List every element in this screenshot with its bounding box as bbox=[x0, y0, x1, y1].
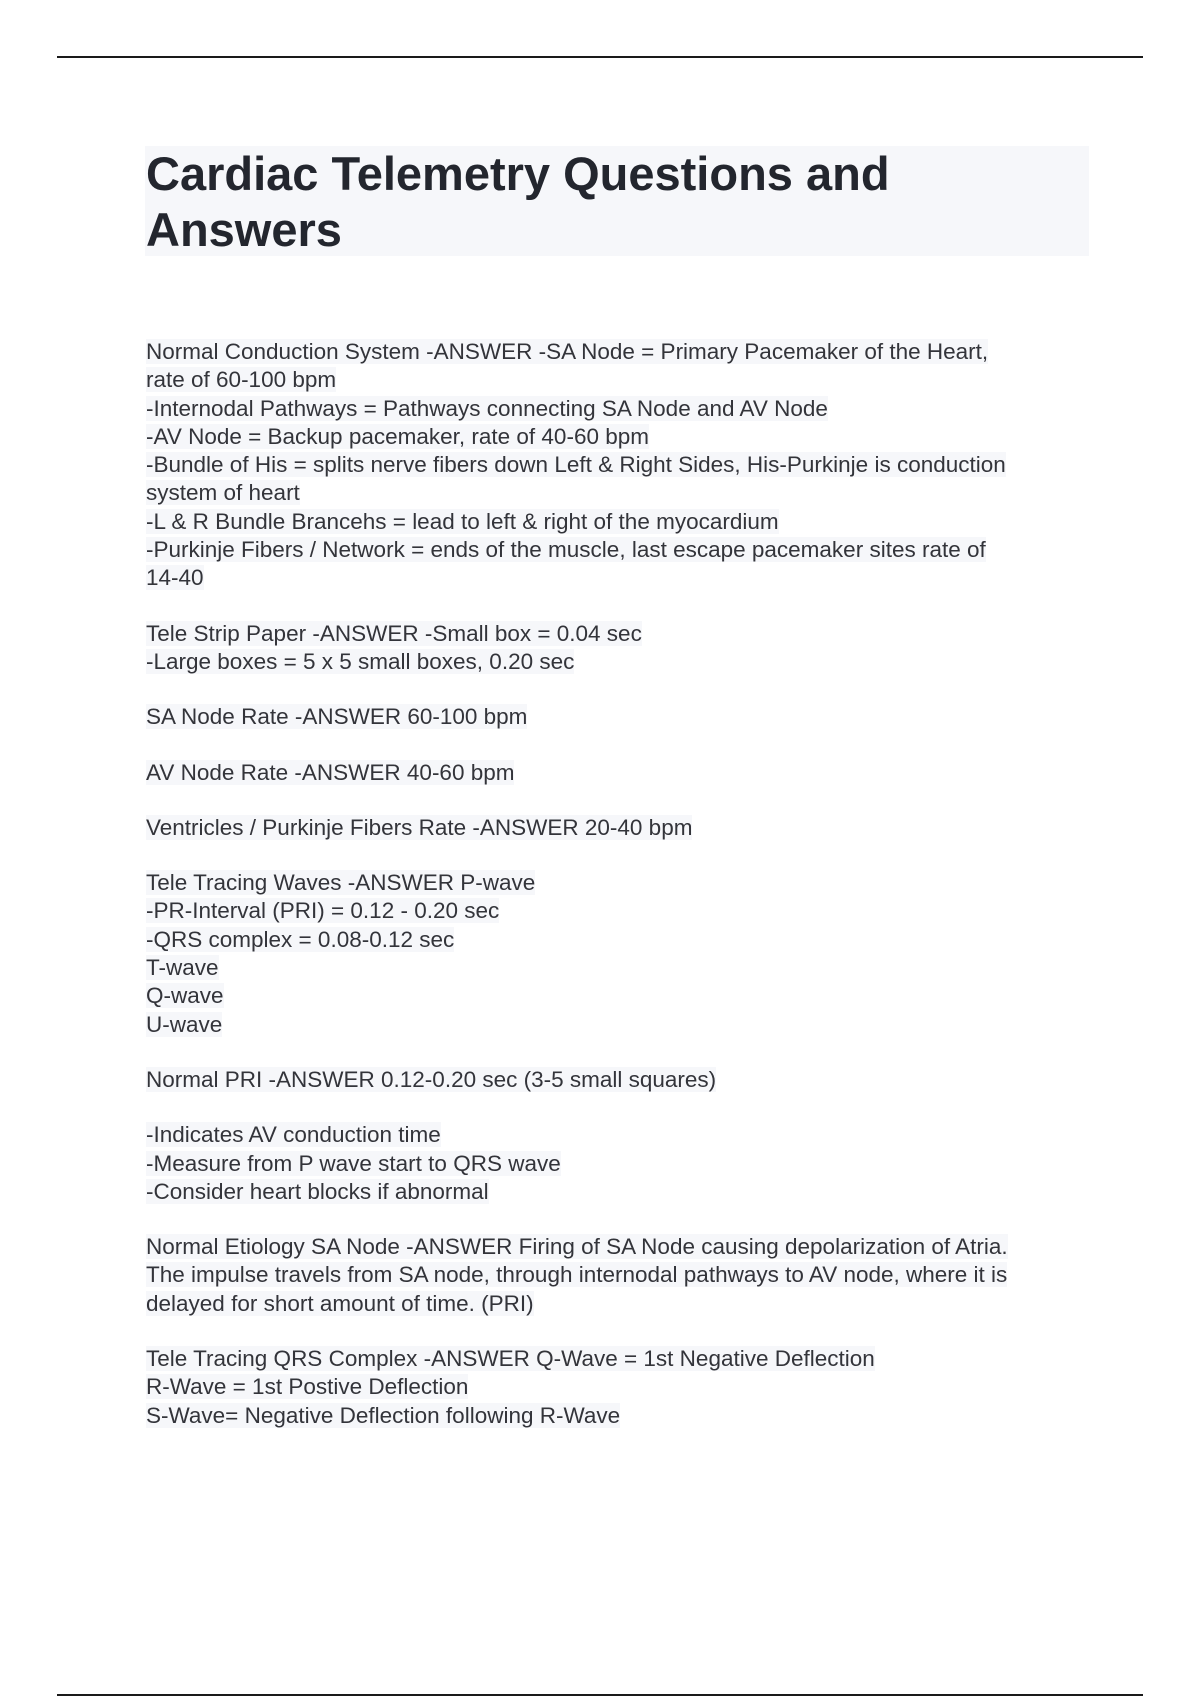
qa-line-text: AV Node Rate -ANSWER 40-60 bpm bbox=[146, 759, 515, 785]
qa-line-text: -Internodal Pathways = Pathways connecting SA Node and AV Node bbox=[146, 395, 828, 421]
document-title: Cardiac Telemetry Questions and Answers bbox=[146, 147, 890, 256]
qa-line bbox=[146, 926, 1090, 954]
bottom-rule bbox=[57, 1694, 1143, 1696]
qa-line-text: delayed for short amount of time. (PRI) bbox=[146, 1290, 534, 1316]
qa-line bbox=[146, 1011, 1090, 1039]
qa-line bbox=[146, 338, 1090, 366]
qa-line-text: Normal Conduction System -ANSWER -SA Node = Primary Pacemaker of the Heart, bbox=[146, 339, 989, 364]
qa-line-text: 14-40 bbox=[146, 565, 204, 591]
qa-line bbox=[146, 1402, 1090, 1430]
qa-line bbox=[146, 1345, 1090, 1373]
qa-line-text: S-Wave= Negative Deflection following R-Wave bbox=[146, 1402, 621, 1428]
qa-entry bbox=[146, 1121, 1090, 1206]
qa-line-text: -PR-Interval (PRI) = 0.12 - 0.20 sec bbox=[146, 898, 500, 924]
qa-line-text: -Large boxes = 5 x 5 small boxes, 0.20 sec bbox=[146, 648, 575, 674]
qa-line-text: Tele Strip Paper -ANSWER -Small box = 0.04 sec bbox=[146, 620, 642, 646]
qa-line bbox=[146, 536, 1090, 564]
qa-entry bbox=[146, 1066, 1090, 1094]
qa-line-text: Normal PRI -ANSWER 0.12-0.20 sec (3-5 small squares) bbox=[146, 1066, 717, 1092]
qa-line-text: Q-wave bbox=[146, 983, 224, 1009]
qa-line bbox=[146, 648, 1090, 676]
qa-line-text: T-wave bbox=[146, 955, 219, 981]
qa-line-text: -Measure from P wave start to QRS wave bbox=[146, 1150, 561, 1176]
top-rule bbox=[57, 56, 1143, 58]
qa-line bbox=[146, 982, 1090, 1010]
qa-line bbox=[146, 759, 1090, 787]
qa-entry bbox=[146, 1345, 1090, 1430]
qa-line-text: -Bundle of His = splits nerve fibers down Left & Right Sides, His-Purkinje is conduction bbox=[146, 452, 1006, 478]
qa-line-text: SA Node Rate -ANSWER 60-100 bpm bbox=[146, 704, 528, 730]
qa-line bbox=[146, 1261, 1090, 1289]
qa-line-text: The impulse travels from SA node, through internodal pathways to AV node, where it is bbox=[146, 1262, 1008, 1288]
qa-line bbox=[146, 814, 1090, 842]
qa-line bbox=[146, 1150, 1090, 1178]
qa-line-text: -L & R Bundle Brancehs = lead to left & right of the myocardium bbox=[146, 508, 779, 534]
qa-entry bbox=[146, 703, 1090, 731]
qa-line-text: Ventricles / Purkinje Fibers Rate -ANSWER 20-40 bpm bbox=[146, 814, 693, 840]
qa-line-text: -Consider heart blocks if abnormal bbox=[146, 1178, 489, 1204]
qa-line bbox=[146, 1290, 1090, 1318]
qa-line bbox=[146, 423, 1090, 451]
qa-line-text: -AV Node = Backup pacemaker, rate of 40-60 bpm bbox=[146, 423, 649, 449]
qa-line bbox=[146, 1233, 1090, 1261]
qa-line bbox=[146, 508, 1090, 536]
qa-line bbox=[146, 620, 1090, 648]
qa-line-text: R-Wave = 1st Postive Deflection bbox=[146, 1374, 469, 1400]
qa-line bbox=[146, 366, 1090, 394]
qa-entry bbox=[146, 1233, 1090, 1318]
qa-line-text: Tele Tracing Waves -ANSWER P-wave bbox=[146, 870, 536, 896]
qa-line-text: U-wave bbox=[146, 1011, 223, 1037]
qa-line bbox=[146, 869, 1090, 897]
qa-line bbox=[146, 1178, 1090, 1206]
qa-line bbox=[146, 1066, 1090, 1094]
qa-line-text: rate of 60-100 bpm bbox=[146, 367, 337, 393]
qa-line-text: system of heart bbox=[146, 480, 300, 506]
qa-entry bbox=[146, 620, 1090, 677]
qa-line-text: -Indicates AV conduction time bbox=[146, 1122, 441, 1148]
qa-line bbox=[146, 703, 1090, 731]
qa-line bbox=[146, 479, 1090, 507]
qa-line-text: Tele Tracing QRS Complex -ANSWER Q-Wave = 1st Negative Deflection bbox=[146, 1346, 875, 1372]
qa-line-text: Normal Etiology SA Node -ANSWER Firing of SA Node causing depolarization of Atria. bbox=[146, 1234, 1008, 1260]
qa-line bbox=[146, 1121, 1090, 1149]
qa-entry bbox=[146, 759, 1090, 787]
qa-line bbox=[146, 451, 1090, 479]
qa-line bbox=[146, 395, 1090, 423]
qa-line bbox=[146, 897, 1090, 925]
qa-line bbox=[146, 564, 1090, 592]
qa-line bbox=[146, 1373, 1090, 1401]
qa-list bbox=[146, 338, 1090, 1457]
qa-entry bbox=[146, 869, 1090, 1039]
qa-entry bbox=[146, 338, 1090, 593]
qa-line-text: -Purkinje Fibers / Network = ends of the muscle, last escape pacemaker sites rate of bbox=[146, 537, 986, 563]
qa-line-text: -QRS complex = 0.08-0.12 sec bbox=[146, 926, 455, 952]
qa-line bbox=[146, 954, 1090, 982]
qa-entry bbox=[146, 814, 1090, 842]
